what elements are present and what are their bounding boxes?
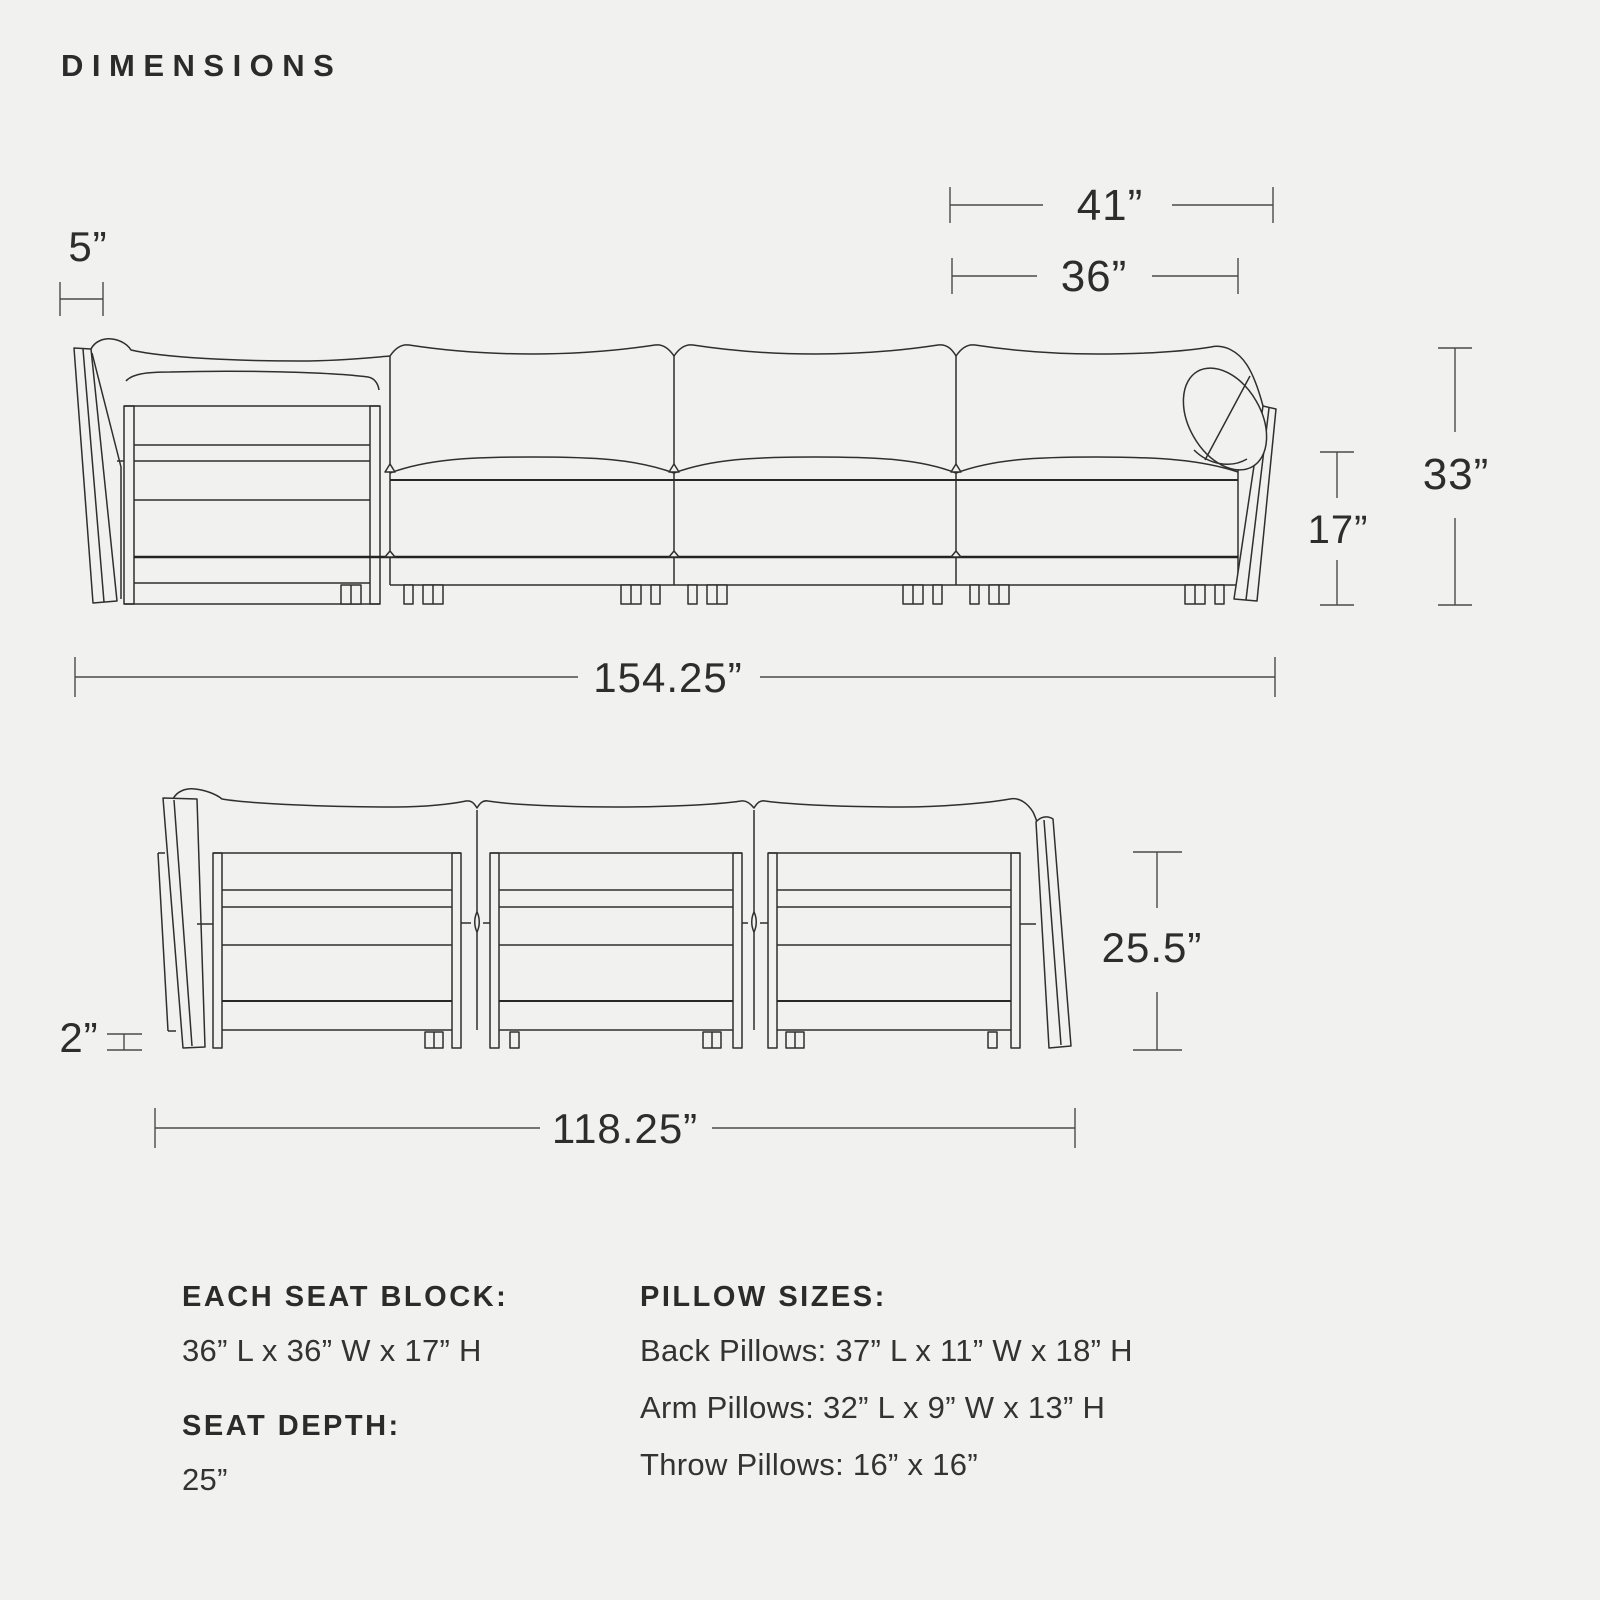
dim-33-label: 33” [1422,450,1490,499]
front-view-dimensions [60,181,1489,701]
page-title: DIMENSIONS [61,48,343,83]
pillow-specs-section [640,1281,1160,1504]
dim-overall-depth-label: 118.25” [551,1105,699,1152]
dim-17-label: 17” [1307,508,1369,552]
dimension-seat-module-width [952,252,1238,301]
sofa-front-view-drawing [74,339,1284,604]
throw-pillows-value: Throw Pillows: 16” x 16” [640,1447,978,1482]
dimension-leg-height [59,1014,142,1061]
back-pillows-value: Back Pillows: 37” L x 11” W x 18” H [640,1333,1133,1368]
dimension-overall-depth [155,1105,1075,1152]
dim-41-label: 41” [1076,181,1144,230]
dim-2-label: 2” [59,1014,99,1061]
seat-block-heading: EACH SEAT BLOCK: [182,1281,509,1313]
seat-depth-heading: SEAT DEPTH: [182,1410,401,1442]
dim-25-5-label: 25.5” [1101,924,1203,971]
pillow-sizes-heading: PILLOW SIZES: [640,1281,887,1313]
arm-pillows-value: Arm Pillows: 32” L x 9” W x 13” H [640,1390,1106,1425]
dimension-overall-length [75,654,1275,701]
dim-36-label: 36” [1060,252,1128,301]
dimension-overall-height [1423,348,1490,605]
dimension-back-frame-height [1102,852,1203,1050]
dimension-end-module-with-arm [950,181,1273,230]
seat-depth-value: 25” [182,1462,228,1497]
seat-specs-section [182,1281,702,1519]
sofa-back-view-drawing [158,789,1071,1048]
dim-overall-length-label: 154.25” [593,654,743,701]
seat-block-value: 36” L x 36” W x 17” H [182,1333,482,1368]
dimension-arm-width [60,223,108,316]
dimension-seat-height [1308,452,1369,605]
dim-arm-width-label: 5” [68,223,108,270]
